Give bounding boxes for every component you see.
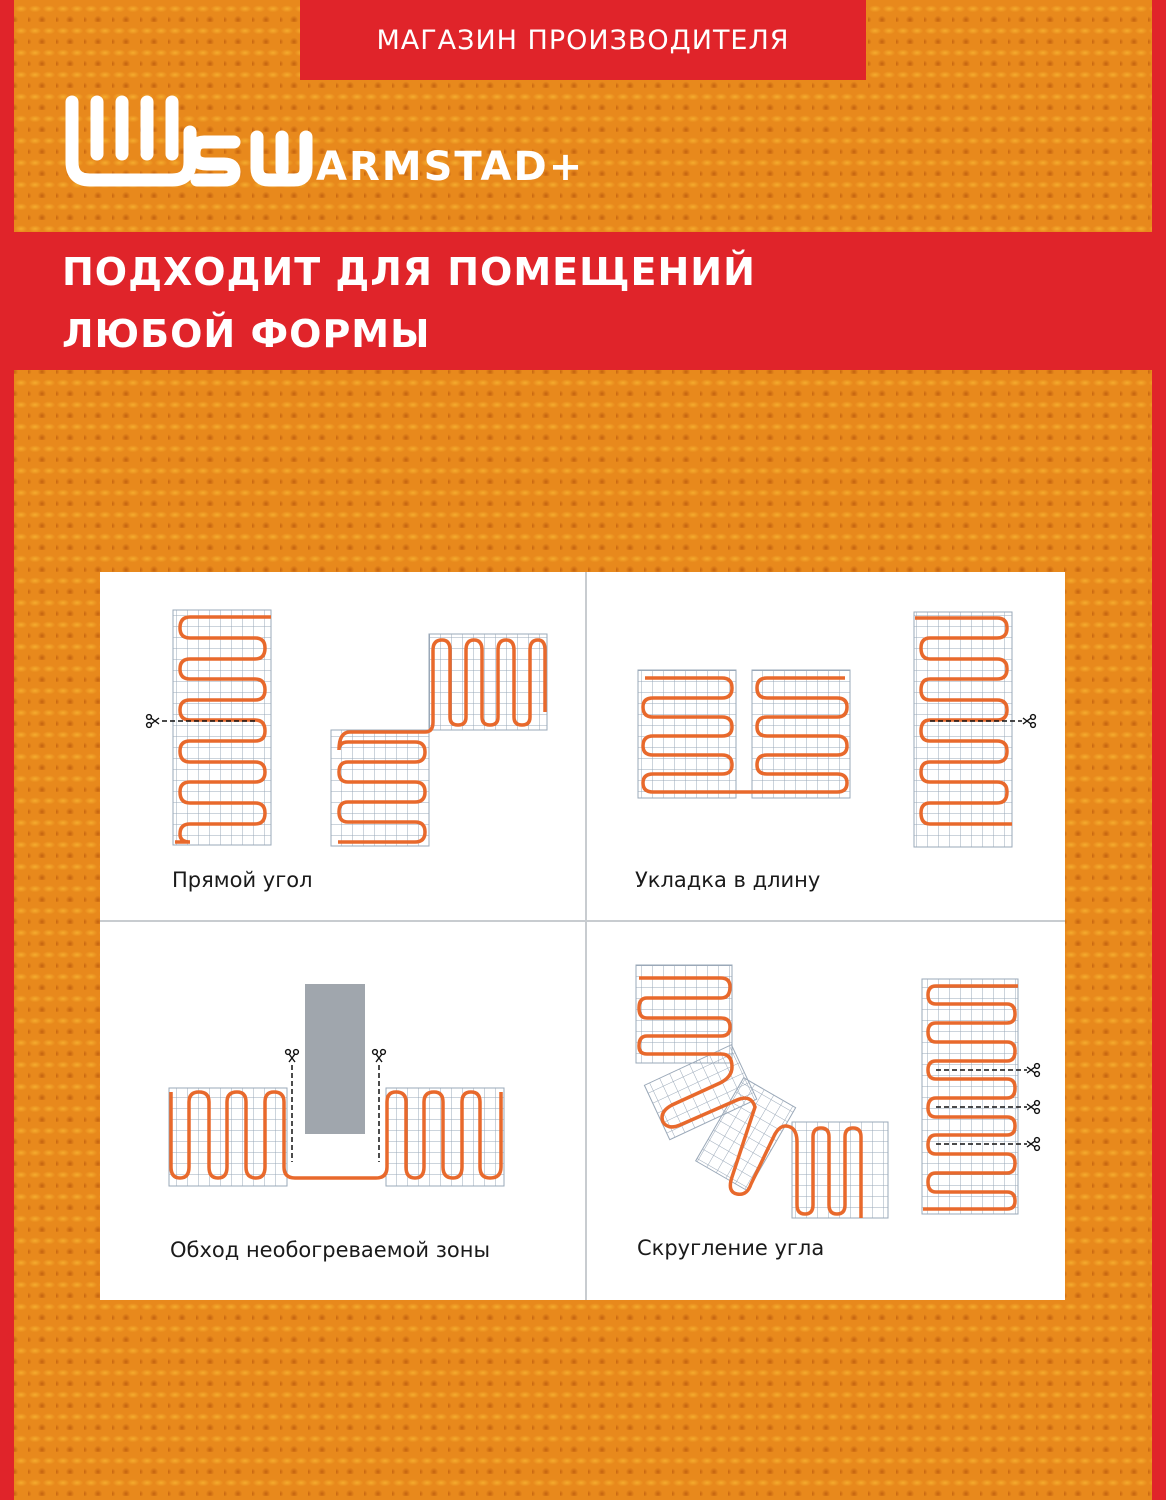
installation-diagrams-card bbox=[100, 572, 1065, 1300]
headline-banner bbox=[0, 232, 1166, 370]
store-badge bbox=[300, 0, 866, 80]
diagram-bypass-zone bbox=[100, 920, 585, 1300]
caption-right-angle: Прямой угол bbox=[172, 868, 313, 892]
store-badge-label: МАГАЗИН ПРОИЗВОДИТЕЛЯ bbox=[376, 24, 790, 56]
diagram-lengthwise bbox=[585, 572, 1065, 920]
headline-line-2: ЛЮБОЙ ФОРМЫ bbox=[62, 312, 431, 356]
diagram-right-angle bbox=[100, 572, 585, 920]
headline-line-1: ПОДХОДИТ ДЛЯ ПОМЕЩЕНИЙ bbox=[62, 250, 756, 294]
obstacle-block bbox=[305, 984, 365, 1134]
warmstad-logo-icon bbox=[62, 92, 622, 192]
caption-bypass-zone: Обход необогреваемой зоны bbox=[170, 1238, 491, 1262]
caption-lengthwise: Укладка в длину bbox=[635, 868, 821, 892]
diagram-rounded-corner bbox=[585, 920, 1065, 1300]
caption-rounded-corner: Скругление угла bbox=[637, 1236, 825, 1260]
brand-logo bbox=[62, 92, 622, 192]
svg-text:ARMSTAD+: ARMSTAD+ bbox=[316, 144, 585, 190]
